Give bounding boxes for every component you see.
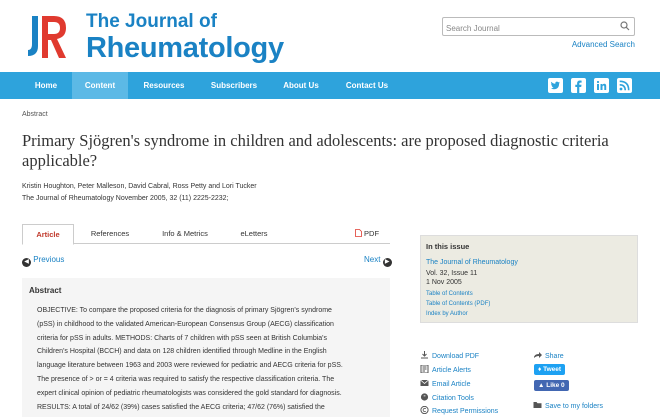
search-box [442,17,635,36]
save-to-folders-label: Save to my folders [545,403,603,410]
nav-resources[interactable]: Resources [143,81,185,90]
table-of-contents-link[interactable]: Table of Contents [426,291,473,297]
citation-tools-label: Citation Tools [432,395,474,402]
citation-icon [420,393,429,401]
share-label: Share [545,353,564,360]
nav-home[interactable]: Home [34,81,58,90]
tab-article[interactable]: Article [22,224,74,245]
abstract-line: language literature between 1963 and 2003 were reviewed for pediatric and AECG criteria for pSS. [37,362,343,370]
abstract-line: The presence of > or = 4 criteria was required to satisfy the respective classification criteria. The [37,375,335,383]
request-permissions-link[interactable] [420,406,498,415]
save-to-folders-link[interactable] [533,401,603,410]
tab-eletters[interactable]: eLetters [240,229,268,238]
arrow-right-icon: ▶ [383,258,392,267]
previous-label: Previous [33,255,65,264]
email-article-label: Email Article [432,381,471,388]
article-citation: The Journal of Rheumatology November 2005, 32 (11) 2225-2232; [22,195,229,202]
thumbs-up-icon: ▲ [538,382,545,389]
issue-journal-link[interactable]: The Journal of Rheumatology [426,259,518,266]
rss-icon[interactable] [617,78,632,93]
article-type-label: Abstract [22,111,48,118]
linkedin-icon[interactable] [594,78,609,93]
folder-icon [533,401,542,409]
in-this-issue-panel [420,235,638,323]
abstract-section [22,278,390,417]
like-label: Like 0 [546,382,565,389]
table-of-contents-pdf-link[interactable]: Table of Contents (PDF) [426,301,491,307]
abstract-line: RESULTS: A total of 24/62 (39%) cases satisfied the AECG criteria; 47/62 (76%) satisfied the [37,403,325,411]
share-link[interactable] [533,351,564,360]
svg-text:": " [423,395,426,401]
previous-link[interactable] [22,255,64,267]
tweet-label: Tweet [543,366,562,373]
main-nav [0,72,660,99]
nav-contact-us[interactable]: Contact Us [345,81,389,90]
search-input[interactable] [443,20,613,37]
nav-subscribers[interactable]: Subscribers [210,81,258,90]
download-pdf-label: Download PDF [432,353,480,360]
arrow-left-icon: ◀ [22,258,31,267]
logo-title-line2: Rheumatology [86,32,284,64]
email-article-link[interactable] [420,379,471,388]
nav-content[interactable]: Content [72,72,128,99]
abstract-text [37,304,382,414]
issue-heading: In this issue [426,242,470,251]
abstract-line: Children's Hospital (BCCH) and data on 128 children identified through Medline in the English [37,348,327,356]
share-icon [533,351,542,359]
article-title: Primary Sjögren's syndrome in children and adolescents: are proposed diagnostic criteria applicable? [22,131,609,170]
download-pdf-link[interactable] [420,351,479,360]
copyright-icon [420,406,429,414]
tab-info-metrics[interactable]: Info & Metrics [162,229,208,238]
index-by-author-link[interactable]: Index by Author [426,311,468,317]
tab-pdf-label: PDF [364,229,380,238]
issue-volume: Vol. 32, Issue 11 [426,270,478,277]
alert-icon [420,365,429,373]
journal-logo-mark[interactable] [24,12,68,62]
logo-title-line1: The Journal of [86,11,217,32]
download-icon [420,351,429,359]
abstract-line: OBJECTIVE: To compare the proposed criteria for the diagnosis of primary Sjögren's syndrome [37,307,332,314]
article-alerts-link[interactable] [420,365,471,374]
next-link[interactable] [364,255,392,267]
article-alerts-label: Article Alerts [432,367,471,374]
email-icon [420,379,429,387]
facebook-like-button[interactable] [534,380,569,391]
tab-references[interactable]: References [90,229,130,238]
abstract-line: (pSS) in childhood to the validated American-European Consensus Group (AECG) classification [37,320,334,328]
pdf-file-icon [355,229,362,237]
facebook-icon[interactable] [571,78,586,93]
abstract-line: expert clinical opinion of pediatric rheumatologists was considered the gold standard for diagnosis. [37,389,342,397]
search-icon[interactable] [620,21,630,31]
tweet-bird-icon: ♦ [538,366,542,373]
abstract-line: criteria for pSS in adults. METHODS: Charts of 7 children with pSS seen at British Columbia's [37,334,328,342]
article-authors: Kristin Houghton, Peter Malleson, David Cabral, Ross Petty and Lori Tucker [22,183,257,190]
site-header [0,0,660,72]
twitter-icon[interactable] [548,78,563,93]
next-label: Next [364,255,381,264]
request-permissions-label: Request Permissions [432,408,499,415]
abstract-heading: Abstract [29,286,62,295]
citation-tools-link[interactable] [420,393,474,402]
tweet-button[interactable] [534,364,565,375]
nav-about-us[interactable]: About Us [283,81,319,90]
journal-logo-title[interactable] [86,12,284,64]
article-tabs [22,224,390,244]
issue-date: 1 Nov 2005 [426,279,462,286]
advanced-search-link[interactable]: Advanced Search [571,40,635,49]
tab-pdf[interactable] [352,224,382,244]
